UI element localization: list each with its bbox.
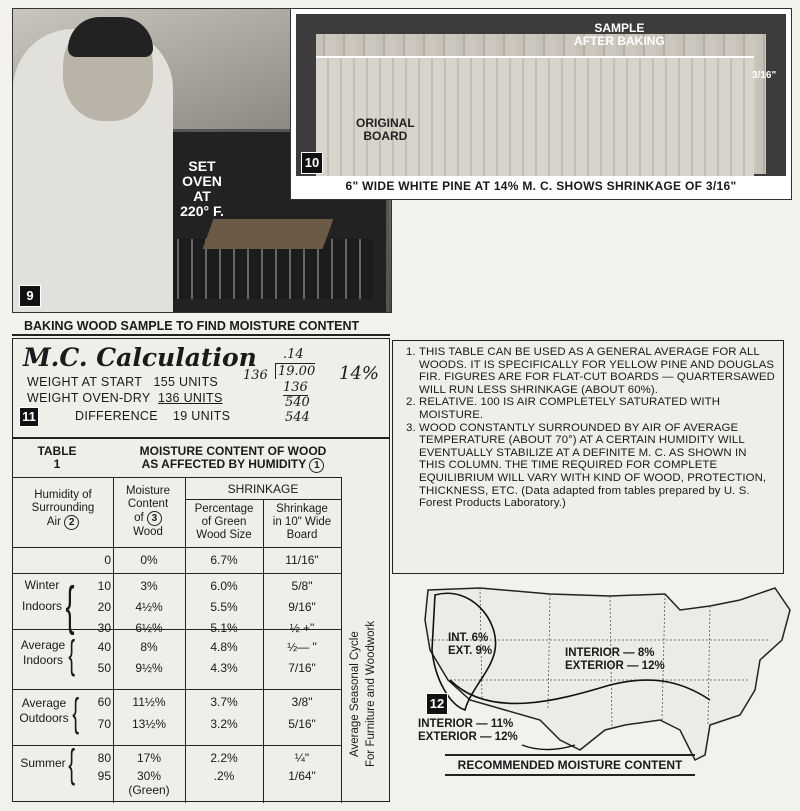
cell-moisture: 4½% [135,600,163,614]
table-title-line2: AS AFFECTED BY HUMIDITY [141,457,307,471]
table-rule [13,573,341,574]
map-label-line: EXT. 9% [448,645,493,657]
col-shr10-header [263,503,341,542]
brace: { [72,691,80,735]
set-oven-line: 220° F. [180,203,224,219]
cell-moisture-sub: (Green) [128,783,170,797]
moisture-table [12,438,390,802]
brace: { [68,633,76,677]
group-outdoors: Outdoors [19,711,69,725]
cell-moisture: 17% [136,751,162,765]
division-quotient: .14 [283,347,304,362]
hdr-line: in 10" Wide [272,516,332,528]
cell-moisture: 3% [140,579,158,593]
cell-pct: 3.7% [210,695,238,709]
label-line: SAMPLE [594,21,645,35]
cell-moisture: 6½% [135,621,163,635]
note-ref-1: 1 [309,458,324,473]
mc-calculation-box [12,338,390,438]
difference-row [75,409,230,423]
set-oven-line: OVEN [182,173,222,189]
note-2: 2. RELATIVE. 100 IS AIR COMPLETELY SATURATED WITH MOISTURE. [419,396,775,421]
difference-value: 19 UNITS [172,409,231,423]
cell-pct: .2% [213,769,235,783]
map-label-main [565,647,665,673]
note-ref-2: 2 [64,515,79,530]
group-average: Average [20,638,66,652]
group-winter: Winter [24,578,60,592]
figure-number-9: 9 [19,285,41,307]
map-label-line: INTERIOR — 11% [418,718,514,730]
cell-pct: 6.7% [210,553,238,567]
set-oven-line: AT [193,188,211,204]
cell-pct: 4.3% [210,661,238,675]
division-step2: 540 [285,395,310,410]
group-indoors: Indoors [21,599,63,613]
mc-result: 14% [339,363,380,384]
cell-humidity: 30 [97,621,111,635]
table-rule [13,689,341,690]
cell-pct: 2.2% [210,751,238,765]
cell-shrinkage: 3/8" [291,695,313,709]
original-board-label [356,117,415,143]
map-label-line: INTERIOR — 8% [565,647,655,659]
cell-pct: 5.5% [210,600,238,614]
table-title [103,445,363,473]
table-title-line1: MOISTURE CONTENT OF WOOD [139,444,327,458]
wood-sample-image [203,219,334,249]
label-line: ORIGINAL [356,116,415,130]
hdr-line: Humidity of [34,489,92,501]
weight-start-label: WEIGHT AT START [27,375,143,389]
cell-shrinkage: 1/64" [288,769,316,783]
col-shrinkage-header: SHRINKAGE [227,482,299,496]
cell-shrinkage: ½ +" [289,621,315,635]
hdr-line: Percentage [194,503,254,515]
cell-pct: 4.8% [210,640,238,654]
table-label-text: TABLE [37,444,77,458]
note-ref-3: 3 [147,511,162,526]
hdr-line: Shrinkage [276,503,328,515]
cell-humidity: 10 [97,579,111,593]
col-moisture-header [113,485,183,539]
group-summer: Summer [20,756,66,770]
cell-shrinkage: 11/16" [285,553,319,567]
brace: { [65,576,75,636]
weight-dry-row [27,391,223,405]
photo10-caption: 6" WIDE WHITE PINE AT 14% M. C. SHOWS SHRINKAGE OF 3/16" [345,179,737,193]
cell-humidity: 50 [97,661,111,675]
map-caption: RECOMMENDED MOISTURE CONTENT [445,754,695,776]
division-step1: 136 [283,380,308,395]
shrink-mark-label: 3/16" [752,70,777,81]
table-number: 1 [53,457,61,471]
side-label-line2: For Furniture and Woodwork [365,620,377,768]
cell-shrinkage: ½— " [287,640,317,654]
cell-shrinkage: 5/8" [291,579,313,593]
photo-shrinkage [290,8,792,200]
table-col-rule [341,477,342,803]
cell-shrinkage: 7/16" [288,661,316,675]
difference-label: DIFFERENCE [75,409,158,423]
set-oven-label [161,159,243,219]
cell-moisture: 8% [140,640,158,654]
hdr-line: of [134,512,144,524]
cell-humidity: 95 [97,769,111,783]
figure-number-10: 10 [301,152,323,174]
table-rule [13,745,341,746]
cell-pct: 6.0% [210,579,238,593]
mc-calc-title: M.C. Calculation [23,343,257,372]
map-label-south [418,718,518,744]
division-dividend: 19.00 [275,363,315,379]
cell-humidity: 60 [97,695,111,709]
note-1: 1. THIS TABLE CAN BE USED AS A GENERAL AVERAGE FOR ALL WOODS. IT IS SPECIFICALLY FOR YELLOW PINE AND DOUGLAS FIR. FIGURES ARE FOR FLAT-CUT BOARDS — QUARTERSAWED WILL RUN LESS SHRINKAGE (ABOUT 60%). [419,346,775,396]
cell-moisture: 30% [136,769,162,783]
set-oven-line: SET [188,158,216,174]
cell-shrinkage: ¼" [294,751,310,765]
side-label-line1: Average Seasonal Cycle [349,631,361,757]
cell-humidity: 40 [97,640,111,654]
cell-shrinkage: 5/16" [288,717,316,731]
board-photo [296,14,786,176]
cell-humidity: 80 [97,751,111,765]
cell-pct: 5.1% [210,621,238,635]
cell-shrinkage: 9/16" [288,600,316,614]
weight-dry-label: WEIGHT OVEN-DRY [27,391,151,405]
cell-humidity: 0 [104,553,111,567]
group-indoors-avg: Indoors [22,653,64,667]
hdr-line: Wood [133,526,163,538]
hdr-line: Content [127,498,169,510]
photo9-caption: BAKING WOOD SAMPLE TO FIND MOISTURE CONTENT [12,316,390,336]
table-notes [392,340,784,574]
cell-humidity: 20 [97,600,111,614]
cell-moisture: 13½% [131,717,167,731]
weight-dry-value: 136 UNITS [158,391,223,405]
weight-start-row [27,375,218,389]
division-divisor: 136 [243,368,268,383]
label-line: BOARD [363,129,408,143]
figure-number-11: 11 [19,407,39,427]
hdr-line: Surrounding [31,502,95,514]
sample-after-baking-label [574,22,665,48]
cell-moisture: 0% [140,553,158,567]
hdr-line: Wood Size [196,529,252,541]
hdr-line: Moisture [125,485,171,497]
table-rule [13,477,341,478]
table-rule [13,547,341,548]
hdr-line: Board [286,529,318,541]
brace: { [68,742,76,786]
note-3: 3. WOOD CONSTANTLY SURROUNDED BY AIR OF AVERAGE TEMPERATURE (ABOUT 70°) AT A CERTAIN HUMIDITY WILL EVENTUALLY STABILIZE AT A DEFINITE M. C. AS SHOWN IN THIS COLUMN. THE TIME REQUIRED FOR COMPLETE EQUILIBRIUM WILL VARY WITH KIND OF WOOD, PROTECTION, THICKNESS, ETC. (Data adapted from tables prepared by U. S. Forest Products Laboratory.) [419,422,775,510]
col-pct-header [185,503,263,542]
map-label-line: EXTERIOR — 12% [418,731,518,743]
weight-start-value: 155 UNITS [153,375,219,389]
col-humidity-header [15,489,111,530]
map-label-nw [448,632,492,658]
table-label [27,445,87,471]
hdr-line: of Green [201,516,247,528]
south-arrow [522,745,575,750]
map-label-line: INT. 6% [448,632,489,644]
cell-humidity: 70 [97,717,111,731]
division-step3: 544 [285,410,310,425]
hdr-line: Air [46,516,61,528]
man-hair-image [68,17,153,57]
map-label-line: EXTERIOR — 12% [565,660,665,672]
cell-pct: 3.2% [210,717,238,731]
figure-number-12: 12 [426,693,448,715]
label-line: AFTER BAKING [574,34,665,48]
cell-moisture: 11½% [132,695,166,709]
cell-moisture: 9½% [135,661,163,675]
group-average-out: Average [21,696,67,710]
